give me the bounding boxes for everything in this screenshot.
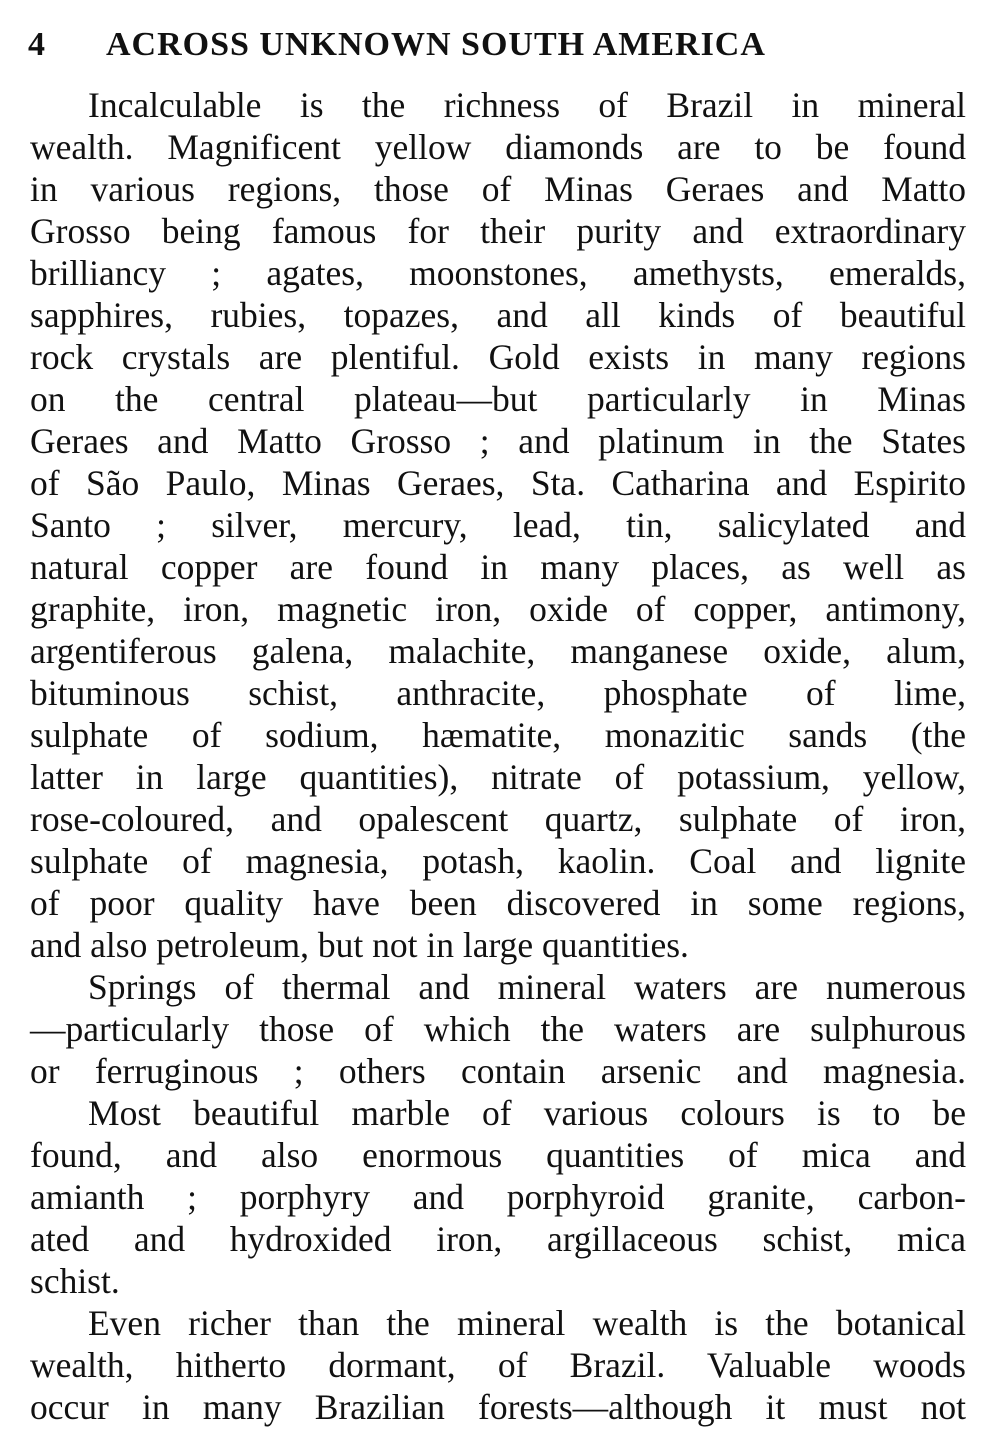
text-line: wealth. Magnificent yellow diamonds are to be found: [30, 127, 966, 167]
text-line: amianth ; porphyry and porphyroid granite, carbon-: [30, 1177, 966, 1217]
text-line: and also petroleum, but not in large quantities.: [30, 925, 689, 965]
text-line: —particularly those of which the waters are sulphurous: [30, 1009, 966, 1049]
body-text: [30, 84, 966, 1428]
text-line: latter in large quantities), nitrate of potassium, yellow,: [30, 757, 966, 797]
text-line: of São Paulo, Minas Geraes, Sta. Catharina and Espirito: [30, 463, 966, 503]
text-line: of poor quality have been discovered in some regions,: [30, 883, 966, 923]
text-line: bituminous schist, anthracite, phosphate of lime,: [30, 673, 966, 713]
text-line: sulphate of magnesia, potash, kaolin. Coal and lignite: [30, 841, 966, 881]
text-line: natural copper are found in many places, as well as: [30, 547, 966, 587]
text-line: or ferruginous ; others contain arsenic and magnesia.: [30, 1051, 966, 1091]
page-number: 4: [28, 26, 46, 63]
text-line: wealth, hitherto dormant, of Brazil. Valuable woods: [30, 1345, 966, 1385]
paragraph-springs: [30, 966, 966, 1092]
text-line: Springs of thermal and mineral waters are numerous: [88, 967, 966, 1007]
text-line: argentiferous galena, malachite, manganese oxide, alum,: [30, 631, 966, 671]
text-line: graphite, iron, magnetic iron, oxide of copper, antimony,: [30, 589, 966, 629]
text-line: Incalculable is the richness of Brazil in mineral: [88, 85, 966, 125]
paragraph-minerals: [30, 84, 966, 966]
running-head: [28, 22, 973, 68]
paragraph-botanical: [30, 1302, 966, 1428]
text-line: brilliancy ; agates, moonstones, amethysts, emeralds,: [30, 253, 966, 293]
text-line: in various regions, those of Minas Geraes and Matto: [30, 169, 966, 209]
text-line: occur in many Brazilian forests—although it must not: [30, 1387, 966, 1427]
text-line: rose-coloured, and opalescent quartz, sulphate of iron,: [30, 799, 966, 839]
book-title: ACROSS UNKNOWN SOUTH AMERICA: [106, 26, 766, 63]
text-line: Geraes and Matto Grosso ; and platinum in the States: [30, 421, 966, 461]
text-line: Santo ; silver, mercury, lead, tin, salicylated and: [30, 505, 966, 545]
text-line: schist.: [30, 1261, 120, 1301]
text-line: Grosso being famous for their purity and extraordinary: [30, 211, 966, 251]
text-line: on the central plateau—but particularly in Minas: [30, 379, 966, 419]
paragraph-marble: [30, 1092, 966, 1302]
text-line: rock crystals are plentiful. Gold exists in many regions: [30, 337, 966, 377]
text-line: ated and hydroxided iron, argillaceous schist, mica: [30, 1219, 966, 1259]
text-line: found, and also enormous quantities of mica and: [30, 1135, 966, 1175]
text-line: Even richer than the mineral wealth is the botanical: [88, 1303, 966, 1343]
text-line: sulphate of sodium, hæmatite, monazitic sands (the: [30, 715, 966, 755]
text-line: sapphires, rubies, topazes, and all kinds of beautiful: [30, 295, 966, 335]
text-line: Most beautiful marble of various colours is to be: [88, 1093, 966, 1133]
